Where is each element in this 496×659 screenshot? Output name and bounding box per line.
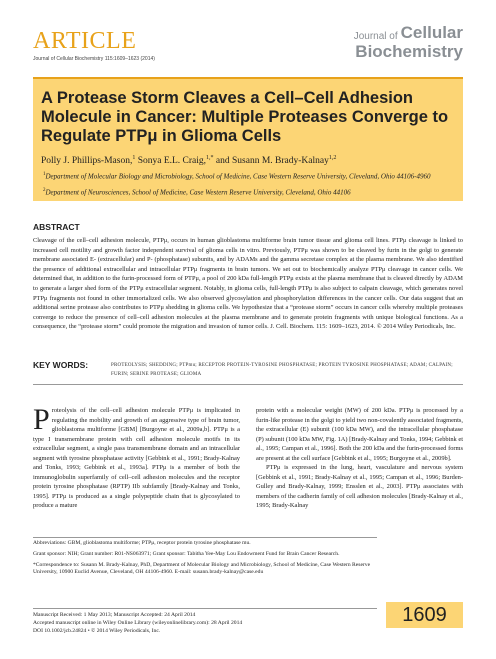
journal-citation: Journal of Cellular Biochemistry 115:1609–1623 (2014) bbox=[33, 56, 155, 62]
author-3: and Susann M. Brady-Kalnay bbox=[213, 156, 329, 167]
footnote-divider-2 bbox=[33, 608, 377, 609]
title-box bbox=[33, 77, 463, 201]
drop-cap: P bbox=[33, 403, 50, 436]
abstract-body: Cleavage of the cell–cell adhesion molecule, PTPμ, occurs in human glioblastoma multiforme brain tumor tissue and glioma cell lines. PTPμ cleavage is linked to increased cell motility and growth factor independent survival of glioma cells in vitro. Previously, PTPμ was shown to be cleaved by furin in the golgi to generate membrane associated E- (extracellular) and P- (phosphatase) subunits, and by ADAMs and the gamma secretase complex at the plasma membrane. We also identified the presence of additional extracellular and intracellular PTPμ fragments in brain tumors. We set out to biochemically analyze PTPμ cleavage in cancer cells. We determined that, in addition to the furin-processed form of PTPμ, a pool of 200 kDa full-length PTPμ exists at the plasma membrane that is cleaved directly by ADAM to generate a larger shed form of the PTPμ extracellular segment. Notably, in glioma cells, full-length PTPμ is also subject to calpain cleavage, which generates novel PTPμ fragments not found in other immortalized cells. We also observed glycosylation and phosphorylation differences in the cancer cells. Our data suggest that an additional serine protease also contributes to PTPμ shedding in glioma cells. We hypothesize that a “protease storm” occurs in cancer cells whereby multiple proteases converge to reduce the presence of cell–cell adhesion molecules at the plasma membrane and to generate protein fragments with unique biological functions. As a consequence, the “protease storm” could promote the migration and invasion of tumor cells. J. Cell. Biochem. 115: 1609–1623, 2014. © 2014 Wiley Periodicals, Inc. bbox=[33, 237, 463, 331]
footnote-divider bbox=[33, 537, 377, 538]
publication-info bbox=[33, 612, 377, 635]
affiliation-2-sup: 2 bbox=[43, 187, 46, 193]
journal-name-line1: Cellular bbox=[400, 23, 463, 42]
doi: DOI 10.1002/jcb.24824 • © 2014 Wiley Periodicals, Inc. bbox=[33, 627, 161, 634]
author-2: Sonya E.L. Craig, bbox=[135, 156, 207, 167]
journal-prefix: Journal of bbox=[353, 31, 398, 42]
author-3-sup: 1,2 bbox=[328, 155, 337, 161]
author-2-sup: 1,* bbox=[206, 155, 214, 161]
author-list bbox=[41, 155, 455, 166]
journal-logo bbox=[354, 24, 463, 61]
article-label: ARTICLE bbox=[33, 28, 137, 54]
journal-name-line2: Biochemistry bbox=[355, 42, 463, 61]
affiliation-2-text: Department of Neurosciences, School of Medicine, Case Western Reserve University, Cleveland, Ohio 44106 bbox=[45, 188, 351, 197]
keywords-text: PROTEOLYSIS; SHEDDING; PTPmu; RECEPTOR PROTEIN-TYROSINE PHOSPHATASE; PROTEIN TYROSINE PHOSPHATASE; ADAM; CALPAIN; FURIN; SERINE PROTEASE; GLIOMA bbox=[111, 363, 453, 377]
footnote-abbreviations: Abbreviations: GBM, glioblastoma multiforme; PTPμ, receptor protein tyrosine phosphatase mu. bbox=[33, 540, 251, 546]
author-1-sup: 1 bbox=[132, 155, 136, 161]
keywords-heading: KEY WORDS: bbox=[33, 360, 89, 370]
body-left-text: roteolysis of the cell–cell adhesion molecule PTPμ is implicated in regulating the mobility and growth of an aggressive type of brain tumor, glioblastoma multiforme [GBM] [Burgoyne et al., 2009a,b]. PTPμ is a type I transmembrane protein with cell adhesion molecule motifs in its extracellular segment, a single pass transmembrane domain and an intracellular segment with tyrosine phosphatase activity [Gebbink et al., 1991; Brady-Kalnay and Tonks, 1993; Gebbink et al., 1993a]. PTPμ is a member of both the immunoglobulin superfamily of cell–cell adhesion molecules and the receptor protein tyrosine phosphatase (RPTP) IIb subfamily [Brady-Kalnay and Tonks, 1995]. PTPμ is produced as a single polypeptide chain that is glycosylated to produce a mature bbox=[33, 407, 240, 509]
section-divider bbox=[33, 384, 463, 385]
abstract-heading: ABSTRACT bbox=[33, 222, 80, 232]
body-column-left bbox=[33, 403, 240, 511]
affiliation-1-sup: 1 bbox=[43, 172, 46, 178]
footnote-grant: Grant sponsor: NIH; Grant number: R01-NS063971; Grant sponsor: Tabitha Yee-May Lou Endowment Fund for Brain Cancer Research. bbox=[33, 550, 340, 557]
page-number: 1609 bbox=[386, 602, 463, 628]
article-title: A Protease Storm Cleaves a Cell–Cell Adhesion Molecule in Cancer: Multiple Proteases Converge to Regulate PTPμ in Glioma Cells bbox=[41, 89, 449, 145]
online-date: Accepted manuscript online in Wiley Online Library (wileyonlinelibrary.com): 28 April 2014 bbox=[33, 619, 243, 626]
affiliation-1 bbox=[41, 170, 455, 182]
body-column-right bbox=[256, 406, 463, 511]
body-right-p2: PTPμ is expressed in the lung, heart, vasculature and nervous system [Gebbink et al., 1991; Brady-Kalnay et al., 1995; Campan et al., 1996; Burden-Gulley and Brady-Kalnay, 1999; Ensslen et al., 2003]. PTPμ associates with members of the cadherin family of cell adhesion molecules [Brady-Kalnay et al., 1995; Brady-Kalnay bbox=[256, 464, 463, 509]
footnote-correspondence: *Correspondence to: Susann M. Brady-Kalnay, PhD, Department of Molecular Biology and Microbiology, School of Medicine, Case Western Reserve University, 10900 Euclid Avenue, Cleveland, OH 44106-4960. E-mail: susann.brady-kalnay@case.edu bbox=[33, 561, 371, 576]
affiliation-1-text: Department of Molecular Biology and Microbiology, School of Medicine, Case Western Reserve University, Cleveland, Ohio 44106-4960 bbox=[45, 172, 431, 181]
author-1: Polly J. Phillips-Mason, bbox=[41, 156, 133, 167]
footnotes bbox=[33, 540, 377, 580]
manuscript-dates: Manuscript Received: 1 May 2013; Manuscript Accepted: 24 April 2014 bbox=[33, 612, 196, 618]
affiliation-2 bbox=[41, 186, 455, 198]
body-right-p1: protein with a molecular weight (MW) of 200 kDa. PTPμ is processed by a furin-like protease in the golgi to yield two non-covalently associated fragments, the extracellular (E) subunit (100 kDa MW), and the intracellular phosphatase (P) subunit (100 kDa MW, Fig. 1A) [Brady-Kalnay and Tonks, 1994; Gebbink et al., 1995; Campan et al., 1996]. Both the 200 kDa and the furin-processed forms are present at the cell surface [Gebbink et al., 1995; Burgoyne et al., 2009b]. bbox=[256, 407, 463, 462]
